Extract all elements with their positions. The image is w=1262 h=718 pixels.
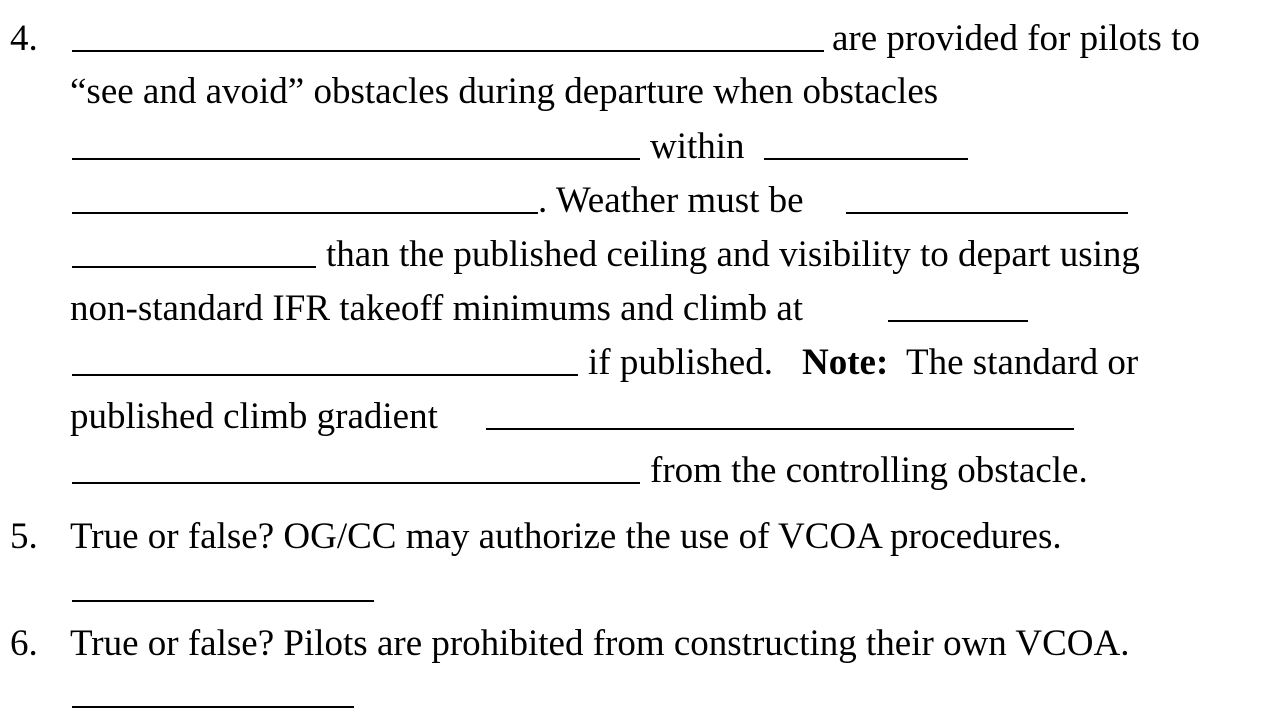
question-text: within bbox=[650, 126, 745, 167]
question-text: from the controlling obstacle. bbox=[650, 450, 1088, 491]
answer-blank[interactable] bbox=[72, 212, 538, 214]
answer-blank[interactable] bbox=[764, 158, 968, 160]
question-number: 5. bbox=[10, 516, 38, 557]
answer-blank[interactable] bbox=[72, 50, 824, 52]
question-text: True or false? Pilots are prohibited from constructing their own VCOA. bbox=[70, 623, 1130, 664]
answer-blank[interactable] bbox=[72, 158, 640, 160]
question-text: The standard or bbox=[906, 342, 1139, 383]
question-number: 4. bbox=[10, 18, 38, 59]
question-text: than the published ceiling and visibility to depart using bbox=[326, 234, 1140, 275]
note-label: Note: bbox=[802, 342, 889, 383]
answer-blank[interactable] bbox=[72, 374, 578, 376]
answer-blank[interactable] bbox=[72, 600, 374, 602]
answer-blank[interactable] bbox=[72, 706, 354, 708]
answer-blank[interactable] bbox=[888, 320, 1028, 322]
question-text: published climb gradient bbox=[70, 396, 438, 437]
answer-blank[interactable] bbox=[486, 428, 1074, 430]
question-text: non-standard IFR takeoff minimums and climb at bbox=[70, 288, 804, 329]
question-text: if published. bbox=[588, 342, 773, 383]
answer-blank[interactable] bbox=[72, 266, 316, 268]
answer-blank[interactable] bbox=[72, 482, 640, 484]
answer-blank[interactable] bbox=[846, 212, 1128, 214]
question-number: 6. bbox=[10, 623, 38, 664]
question-text: “see and avoid” obstacles during departure when obstacles bbox=[70, 71, 939, 112]
question-text: are provided for pilots to bbox=[832, 18, 1200, 59]
question-text: True or false? OG/CC may authorize the use of VCOA procedures. bbox=[70, 516, 1062, 557]
question-text: . Weather must be bbox=[538, 180, 804, 221]
